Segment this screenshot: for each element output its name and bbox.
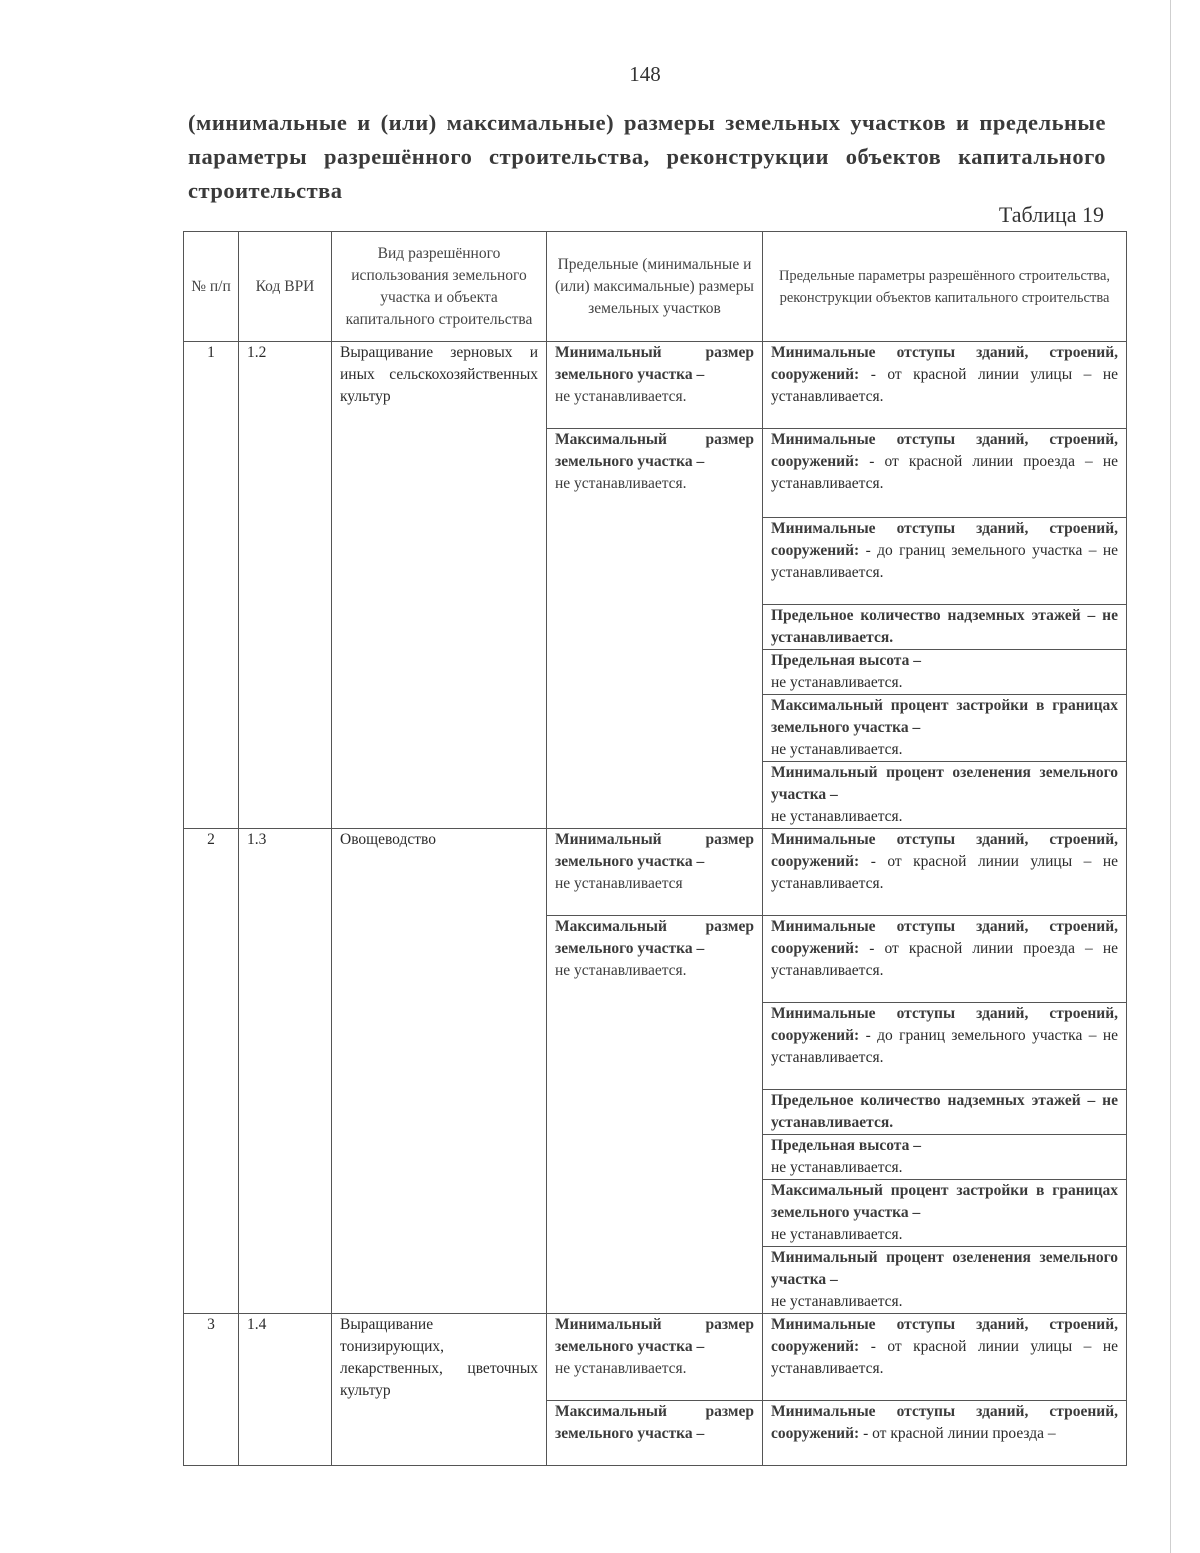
param-value: - до границ земельного участка – не устанавливается.	[771, 1027, 1119, 1066]
param-label: Минимальный процент озеленения земельного участка –	[771, 1249, 1118, 1288]
param-label: Минимальные отступы зданий, строений, сооружений:	[771, 431, 1118, 470]
max-size-value: не устанавливается.	[555, 475, 687, 492]
param-label: Предельная высота –	[771, 1137, 921, 1154]
param-value: не устанавливается.	[771, 1226, 903, 1243]
table-row	[184, 1314, 1127, 1401]
header-size-limits: Предельные (минимальные и (или) максимальные) размеры земельных участков	[547, 232, 763, 342]
param-value: - до границ земельного участка – не устанавливается.	[771, 542, 1119, 581]
param-cell	[763, 342, 1127, 429]
param-cell	[763, 1135, 1127, 1180]
param-label: Минимальные отступы зданий, строений, сооружений:	[771, 344, 1118, 383]
param-cell	[763, 650, 1127, 695]
param-value: не устанавливается.	[771, 1293, 903, 1310]
param-value: не устанавливается.	[771, 1159, 903, 1176]
row-code: 1.3	[239, 829, 332, 1314]
param-value: не устанавливается.	[771, 674, 903, 691]
min-size-label: Минимальный размер земельного участка –	[555, 344, 754, 383]
page-number: 148	[629, 62, 661, 86]
param-value: - от красной линии проезда – не устанавливается.	[771, 453, 1118, 492]
header-use-type: Вид разрешённого использования земельного участка и объекта капитального строительства	[332, 232, 547, 342]
param-cell	[763, 695, 1127, 762]
page-edge-line	[1170, 0, 1171, 1553]
min-size-cell	[547, 342, 763, 429]
param-value: - от красной линии улицы – не устанавливается.	[771, 366, 1118, 405]
param-cell	[763, 429, 1127, 518]
param-label: Минимальные отступы зданий, строений, сооружений:	[771, 520, 1118, 559]
param-cell	[763, 916, 1127, 1003]
max-size-label: Максимальный размер земельного участка –	[555, 431, 754, 470]
param-label: Минимальные отступы зданий, строений, сооружений:	[771, 831, 1118, 870]
section-heading: (минимальные и (или) максимальные) размеры земельных участков и предельные параметры разрешённого строительства, реконструкции объектов капитального строительства	[188, 110, 1106, 203]
table-header-row	[184, 232, 1127, 342]
param-value: - от красной линии проезда –	[863, 1425, 1056, 1442]
row-use-type: Овощеводство	[332, 829, 547, 1314]
param-value: - от красной линии проезда – не устанавливается.	[771, 940, 1118, 979]
header-code: Код ВРИ	[239, 232, 332, 342]
header-build-params: Предельные параметры разрешённого строительства, реконструкции объектов капитального строительства	[763, 232, 1127, 342]
param-value: не устанавливается.	[771, 808, 903, 825]
min-size-label: Минимальный размер земельного участка –	[555, 831, 754, 870]
param-label: Предельное количество надземных этажей – не устанавливается.	[771, 607, 1118, 646]
param-cell	[763, 762, 1127, 829]
row-number: 1	[184, 342, 239, 829]
row-number: 3	[184, 1314, 239, 1466]
min-size-cell	[547, 829, 763, 916]
min-size-value: не устанавливается.	[555, 1360, 687, 1377]
min-size-label: Минимальный размер земельного участка –	[555, 1316, 754, 1355]
param-cell	[763, 829, 1127, 916]
param-label: Минимальные отступы зданий, строений, сооружений:	[771, 1005, 1118, 1044]
param-label: Максимальный процент застройки в границах земельного участка –	[771, 697, 1118, 736]
param-value: - от красной линии улицы – не устанавливается.	[771, 853, 1118, 892]
param-value: не устанавливается.	[771, 741, 903, 758]
param-label: Минимальные отступы зданий, строений, сооружений:	[771, 1316, 1118, 1355]
param-cell	[763, 1247, 1127, 1314]
row-use-type: Выращивание тонизирующих, лекарственных, цветочных культур	[332, 1314, 547, 1466]
param-cell	[763, 1090, 1127, 1135]
param-label: Предельное количество надземных этажей – не устанавливается.	[771, 1092, 1118, 1131]
max-size-cell	[547, 429, 763, 829]
param-cell	[763, 1180, 1127, 1247]
row-number: 2	[184, 829, 239, 1314]
param-label: Минимальный процент озеленения земельного участка –	[771, 764, 1118, 803]
param-cell	[763, 605, 1127, 650]
param-label: Максимальный процент застройки в границах земельного участка –	[771, 1182, 1118, 1221]
param-cell	[763, 1003, 1127, 1090]
max-size-cell	[547, 1401, 763, 1466]
table-row	[184, 342, 1127, 429]
param-value: - от красной линии улицы – не устанавливается.	[771, 1338, 1118, 1377]
param-cell	[763, 1314, 1127, 1401]
row-use-type: Выращивание зерновых и иных сельскохозяйственных культур	[332, 342, 547, 829]
table-caption: Таблица 19	[998, 202, 1104, 227]
param-label: Минимальные отступы зданий, строений, сооружений:	[771, 1403, 1118, 1442]
max-size-value: не устанавливается.	[555, 962, 687, 979]
param-cell	[763, 1401, 1127, 1466]
param-label: Предельная высота –	[771, 652, 921, 669]
row-code: 1.2	[239, 342, 332, 829]
max-size-label: Максимальный размер земельного участка –	[555, 1403, 754, 1442]
min-size-value: не устанавливается	[555, 875, 683, 892]
min-size-cell	[547, 1314, 763, 1401]
min-size-value: не устанавливается.	[555, 388, 687, 405]
row-code: 1.4	[239, 1314, 332, 1466]
table-row	[184, 829, 1127, 916]
header-number: № п/п	[184, 232, 239, 342]
param-cell	[763, 518, 1127, 605]
max-size-label: Максимальный размер земельного участка –	[555, 918, 754, 957]
regulations-table	[183, 231, 1127, 1466]
param-label: Минимальные отступы зданий, строений, сооружений:	[771, 918, 1118, 957]
max-size-cell	[547, 916, 763, 1314]
